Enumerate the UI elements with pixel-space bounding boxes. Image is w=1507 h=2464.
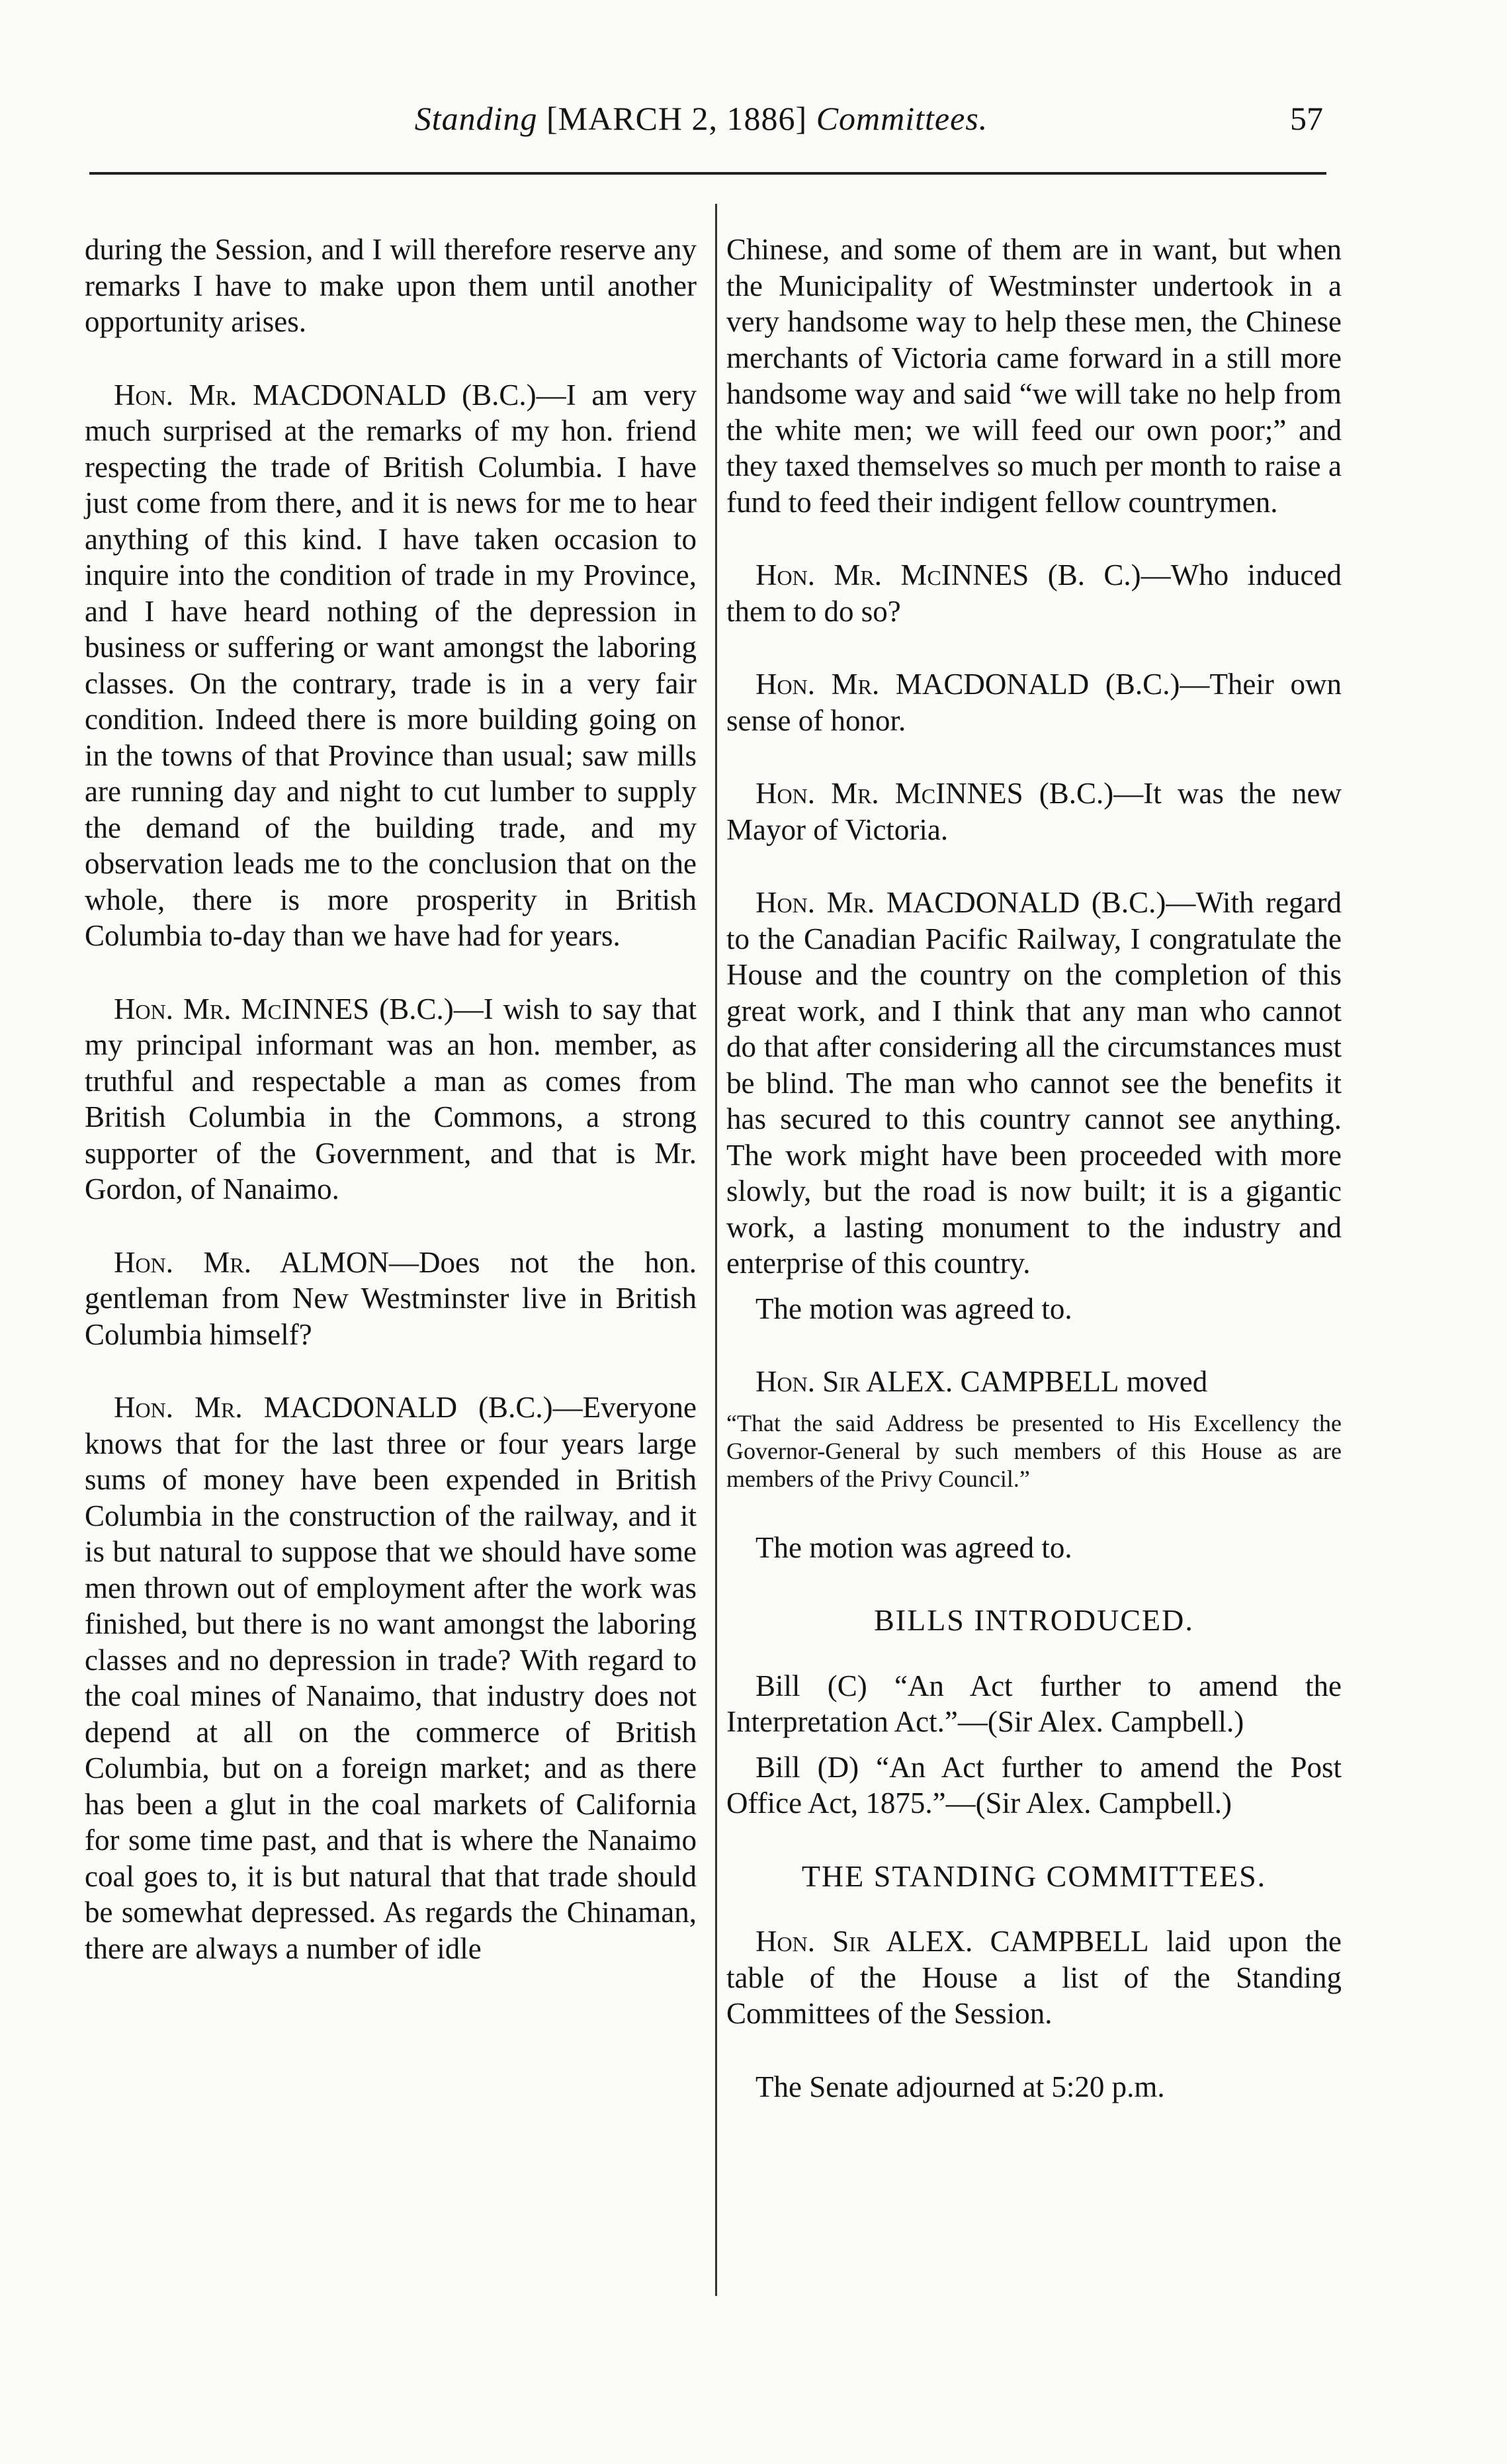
motion-moved [726, 1364, 1342, 1400]
bill-d: Bill (D) “An Act further to amend the Post Office Act, 1875.”—(Sir Alex. Campbell.) [726, 1750, 1342, 1820]
speech-text: Their own sense of honor. [726, 668, 1342, 737]
speech-text: Everyone knows that for the last three or four years large sums of money have been expended in British Columbia in the construction of the railway, and it is but natural to suppose that we should have some men thrown out of employment after the work was finished, but there is no want amongst the laboring classes and no depression in trade? With regard to the coal mines of Nanaimo, that industry does not depend at all on the commerce of British Columbia, but on a foreign market; and as there has been a glut in the coal markets of California for some time past, and that is where the Nanaimo coal goes to, it is but natural that that trade should be somewhat depressed. As regards the Chinaman, there are always a number of idle [85, 1391, 697, 1965]
speech-mcinnes-3 [726, 775, 1342, 848]
section-heading-bills: BILLS INTRODUCED. [874, 1603, 1194, 1637]
running-title-date: [MARCH 2, 1886] [546, 100, 808, 137]
speech-mcinnes-1 [85, 991, 697, 1208]
speech-campbell-laid [726, 1923, 1342, 2032]
header-rule [89, 172, 1326, 175]
paragraph-continuation: Chinese, and some of them are in want, but when the Municipality of Westminster undertook in a very handsome way to help these men, the Chinese merchants of Victoria came forward in a still more handsome way and said “we will take no help from the white men; we will feed our own poor;” and they taxed themselves so much per month to raise a fund to feed their indigent fellow countrymen. [726, 233, 1342, 519]
running-head [79, 99, 1323, 159]
paragraph-continuation [85, 232, 697, 340]
page-number: 57 [1290, 100, 1323, 137]
speaker-name: Hon. Mr. ALMON— [114, 1245, 419, 1279]
speech-text: I am very much surprised at the remarks of my hon. friend respecting the trade of British Columbia. I have just come from there, and it is news for me to hear anything of this kind. I have taken occasion to inquire into the condition of trade in my Province, and I have heard nothing of the depression in business or suffering or want amongst the laboring classes. On the contrary, trade is in a very fair condition. Indeed there is more building going on in the towns of that Province than usual; saw mills are running day and night to cut lumber to supply the demand of the building trade, and my observation leads me to the conclusion that on the whole, there is more prosperity in British Columbia to-day than we have had for years. [85, 378, 697, 952]
speech-text: moved [1126, 1365, 1208, 1398]
running-title [79, 99, 1323, 138]
speaker-name: Hon. Mr. McINNES (B.C.)— [114, 992, 484, 1026]
speaker-name: Hon. Mr. MACDONALD (B.C.)— [755, 886, 1196, 919]
motion-agreed: The motion was agreed to. [755, 1292, 1072, 1325]
speaker-name: Hon. Sir ALEX. CAMPBELL [755, 1925, 1149, 1958]
speech-text: With regard to the Canadian Pacific Railway, I congratulate the House and the country on the completion of this great work, and I think that any man who cannot do that after considering all the circumstances must be blind. The man who cannot see the benefits it has secured to this country cannot see anything. The work might have been proceeded with more slowly, but the road is now built; it is a gigantic work, a lasting monument to the industry and enterprise of this country. [726, 886, 1342, 1280]
speaker-name: Hon. Mr. MACDONALD (B.C.)— [114, 1391, 583, 1424]
speech-macdonald-2 [85, 1389, 697, 1966]
speech-text: laid upon the table of the House a list of the Standing Committees of the Session. [726, 1925, 1342, 2030]
right-column [726, 232, 1342, 2142]
speaker-name: Hon. Mr. MACDONALD (B.C.)— [114, 378, 566, 412]
speech-almon [85, 1245, 697, 1353]
speech-macdonald-1 [85, 377, 697, 954]
running-title-right: Committees. [816, 100, 988, 137]
speaker-name: Hon. Sir ALEX. CAMPBELL [755, 1365, 1119, 1398]
adjournment: The Senate adjourned at 5:20 p.m. [755, 2070, 1165, 2103]
running-title-left: Standing [414, 100, 538, 137]
speaker-name: Hon. Mr. McINNES (B.C.)— [755, 777, 1144, 810]
column-divider [715, 204, 717, 2296]
speaker-name: Hon. Mr. McINNES (B. C.)— [755, 558, 1171, 592]
motion-text: “That the said Address be presented to His Excellency the Governor-General by such members of this House as are members of the Privy Council.” [726, 1409, 1342, 1492]
speaker-name: Hon. Mr. MACDONALD (B.C.)— [755, 668, 1210, 701]
bill-c: Bill (C) “An Act further to amend the Interpretation Act.”—(Sir Alex. Campbell.) [726, 1669, 1342, 1738]
paragraph-text: during the Session, and I will therefore reserve any remarks I have to make upon them until another opportunity arises. [85, 233, 697, 338]
speech-text: I wish to say that my principal informant was an hon. member, as truthful and respectable a man as comes from British Columbia in the Commons, a strong supporter of the Government, and that is Mr. Gordon, of Nanaimo. [85, 992, 697, 1206]
speech-mcinnes-2 [726, 557, 1342, 629]
speech-text: Who induced them to do so? [726, 558, 1342, 628]
left-column [85, 232, 697, 2003]
speech-macdonald-4 [726, 885, 1342, 1282]
motion-agreed: The motion was agreed to. [755, 1530, 1072, 1564]
speech-text: It was the new Mayor of Victoria. [726, 777, 1342, 846]
speech-text: Does not the hon. gentleman from New Westminster live in British Columbia himself? [85, 1245, 697, 1351]
section-heading-committees: THE STANDING COMMITTEES. [801, 1859, 1267, 1893]
speech-macdonald-3 [726, 666, 1342, 738]
